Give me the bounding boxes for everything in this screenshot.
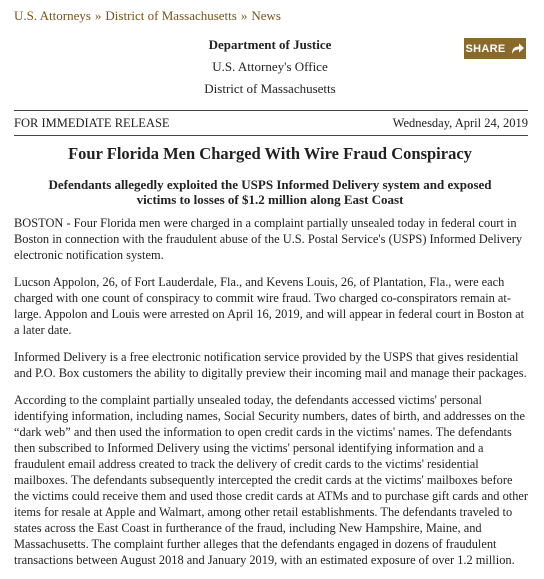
share-button[interactable] xyxy=(464,38,526,59)
article-paragraph: According to the complaint partially unsealed today, the defendants accessed victims' personal identifying information, including names, Social Security numbers, dates of birth, and addresses on the “dark web” and then used the information to open credit cards in the victims' names. The defendants then subscribed to Informed Delivery using the victims' personal identifying information and a fraudulent email address created to track the delivery of credit cards to the victims' residential mailboxes. The defendants subsequently intercepted the credit cards at the victims' mailboxes before the victims could receive them and used those credit cards at ATMs and to purchase gift cards and other items for resale at Apple and Walmart, among other retail establishments. The defendants traveled to states across the East Coast in furtherance of the fraud, including New Hampshire, Maine, and Massachusetts. The complaint further alleges that the defendants engaged in dozens of fraudulent transactions between August 2018 and January 2019, with an estimated exposure of over 1.2 million. xyxy=(14,393,529,567)
release-bar xyxy=(14,115,528,131)
divider-top xyxy=(14,110,528,111)
share-arrow-icon xyxy=(510,42,525,55)
release-date: Wednesday, April 24, 2019 xyxy=(392,116,528,130)
breadcrumb-link-us-attorneys[interactable]: U.S. Attorneys xyxy=(14,8,91,23)
article-paragraph: BOSTON - Four Florida men were charged in a complaint partially unsealed today in federal court in Boston in connection with the fraudulent abuse of the U.S. Postal Service's (USPS) Informed Delivery electronic notification system. xyxy=(14,216,523,262)
article-paragraph: Informed Delivery is a free electronic notification service provided by the USPS that gives residential and P.O. Box customers the ability to digitally preview their incoming mail and manage their packages. xyxy=(14,350,527,380)
breadcrumb xyxy=(14,8,281,24)
breadcrumb-separator: » xyxy=(94,8,102,23)
district-name: District of Massachusetts xyxy=(204,81,336,96)
share-label: SHARE xyxy=(465,42,506,55)
article-subheadline: Defendants allegedly exploited the USPS Informed Delivery system and exposed victims to losses of $1.2 million along East Coast xyxy=(48,177,492,207)
breadcrumb-link-district[interactable]: District of Massachusetts xyxy=(105,8,237,23)
breadcrumb-separator: » xyxy=(240,8,248,23)
article-headline: Four Florida Men Charged With Wire Fraud Conspiracy xyxy=(68,144,472,163)
article-paragraph: Lucson Appolon, 26, of Fort Lauderdale, Fla., and Kevens Louis, 26, of Plantation, Fla., were each charged with one count of conspiracy to commit wire fraud. Two charged co-conspirators remain at-large. Appolon and Louis were arrested on April 16, 2019, and will appear in federal court in Boston at a later date. xyxy=(14,275,525,337)
breadcrumb-link-news[interactable]: News xyxy=(251,8,281,23)
release-label: FOR IMMEDIATE RELEASE xyxy=(14,116,170,130)
article-body xyxy=(14,215,529,579)
office-name: U.S. Attorney's Office xyxy=(212,59,328,74)
divider-bottom xyxy=(14,135,528,136)
department-name: Department of Justice xyxy=(208,37,332,52)
office-header xyxy=(0,34,540,100)
